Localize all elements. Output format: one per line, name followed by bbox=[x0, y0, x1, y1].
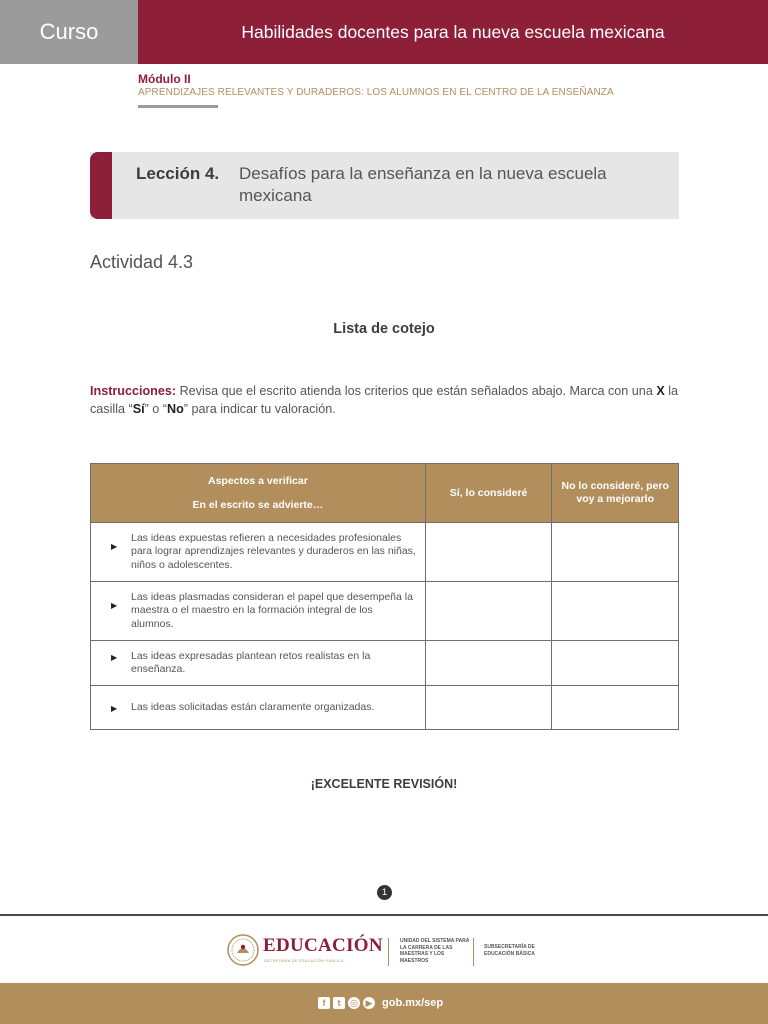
bottom-bar bbox=[0, 983, 768, 1024]
logo-divider bbox=[473, 938, 474, 966]
instructions-text-3: ” o “ bbox=[144, 402, 167, 416]
header-aspects-title: Aspectos a verificar bbox=[207, 475, 308, 487]
section-label: Curso bbox=[0, 0, 138, 64]
lesson-accent-bar bbox=[90, 152, 112, 219]
instructions-text-2: la casilla “ bbox=[90, 384, 679, 416]
yes-checkbox-cell[interactable] bbox=[425, 686, 552, 730]
national-seal-icon bbox=[227, 934, 259, 966]
gob-mx-link[interactable]: gob.mx/sep bbox=[382, 997, 444, 1009]
instagram-icon[interactable]: ◎ bbox=[348, 997, 360, 1009]
no-checkbox-cell[interactable] bbox=[552, 686, 679, 730]
criterion-cell bbox=[91, 582, 426, 641]
lesson-banner bbox=[90, 152, 679, 219]
module-subtitle: APRENDIZAJES RELEVANTES Y DURADEROS: LOS ALUMNOS EN EL CENTRO DE LA ENSEÑANZA bbox=[138, 87, 614, 98]
module-underline bbox=[138, 105, 218, 108]
checklist-table bbox=[90, 463, 679, 730]
no-checkbox-cell[interactable] bbox=[552, 523, 679, 582]
criterion-text: Las ideas expuestas refieren a necesidades profesionales para lograr aprendizajes relevantes y duraderos en las niñas, niños o adolescentes. bbox=[131, 531, 416, 571]
no-checkbox-cell[interactable] bbox=[552, 641, 679, 686]
table-header-row bbox=[91, 464, 679, 523]
instructions-text-1: Revisa que el escrito atienda los criterios que están señalados abajo. Marca con una bbox=[176, 384, 657, 398]
yes-checkbox-cell[interactable] bbox=[425, 582, 552, 641]
table-row bbox=[91, 686, 679, 730]
table-row bbox=[91, 523, 679, 582]
lesson-number: Lección 4. bbox=[136, 164, 220, 183]
instructions-mark: X bbox=[656, 384, 665, 398]
subsecretaria-name: SUBSECRETARÍA DE EDUCACIÓN BÁSICA bbox=[484, 944, 535, 957]
page-number: 1 bbox=[377, 885, 392, 900]
education-wordmark: EDUCACIÓN bbox=[263, 935, 383, 956]
instructions bbox=[90, 382, 682, 418]
table-row bbox=[91, 641, 679, 686]
instructions-text-4: ” para indicar tu valoración. bbox=[183, 402, 336, 416]
unit-name: UNIDAD DEL SISTEMA PARA LA CARRERA DE LAS MAESTRAS Y LOS MAESTROS bbox=[400, 938, 470, 964]
criterion-cell bbox=[91, 523, 426, 582]
activity-title: Actividad 4.3 bbox=[90, 252, 194, 272]
instructions-no-word: No bbox=[167, 402, 184, 416]
top-header bbox=[0, 0, 768, 64]
education-subtitle: SECRETARÍA DE EDUCACIÓN PÚBLICA bbox=[264, 959, 344, 963]
criterion-text: Las ideas solicitadas están claramente organizadas. bbox=[131, 700, 375, 713]
social-links bbox=[318, 996, 443, 1010]
bullet-icon: ▶ bbox=[111, 601, 118, 610]
facebook-icon[interactable]: f bbox=[318, 997, 330, 1009]
yes-checkbox-cell[interactable] bbox=[425, 523, 552, 582]
instructions-yes-word: Sí bbox=[132, 402, 145, 416]
instructions-label: Instrucciones: bbox=[90, 384, 177, 398]
bullet-icon: ▶ bbox=[111, 542, 118, 551]
yes-checkbox-cell[interactable] bbox=[425, 641, 552, 686]
closing-message: ¡EXCELENTE REVISIÓN! bbox=[310, 777, 458, 791]
twitter-icon[interactable]: t bbox=[333, 997, 345, 1009]
criterion-cell bbox=[91, 686, 426, 730]
module-label: Módulo II bbox=[138, 72, 191, 86]
criterion-cell bbox=[91, 641, 426, 686]
bullet-icon: ▶ bbox=[111, 653, 118, 662]
lesson-title: Desafíos para la enseñanza en la nueva escuela mexicana bbox=[239, 164, 607, 205]
criterion-text: Las ideas plasmadas consideran el papel que desempeña la maestra o el maestro en la formación integral de los alumnos. bbox=[131, 590, 413, 630]
footer-logos bbox=[227, 934, 547, 970]
header-aspects-subtitle: En el escrito se advierte… bbox=[192, 499, 324, 511]
footer-divider bbox=[0, 914, 768, 916]
course-title: Habilidades docentes para la nueva escuela mexicana bbox=[138, 0, 768, 64]
criterion-text: Las ideas expresadas plantean retos realistas en la enseñanza. bbox=[131, 649, 371, 675]
no-checkbox-cell[interactable] bbox=[552, 582, 679, 641]
logo-divider bbox=[388, 938, 389, 966]
bullet-icon: ▶ bbox=[111, 703, 118, 713]
table-row bbox=[91, 582, 679, 641]
checklist-title: Lista de cotejo bbox=[333, 321, 435, 337]
header-yes: Sí, lo consideré bbox=[425, 464, 552, 523]
youtube-icon[interactable]: ▶ bbox=[363, 997, 375, 1009]
header-no: No lo consideré, pero voy a mejorarlo bbox=[552, 464, 679, 523]
header-aspects bbox=[91, 464, 426, 523]
